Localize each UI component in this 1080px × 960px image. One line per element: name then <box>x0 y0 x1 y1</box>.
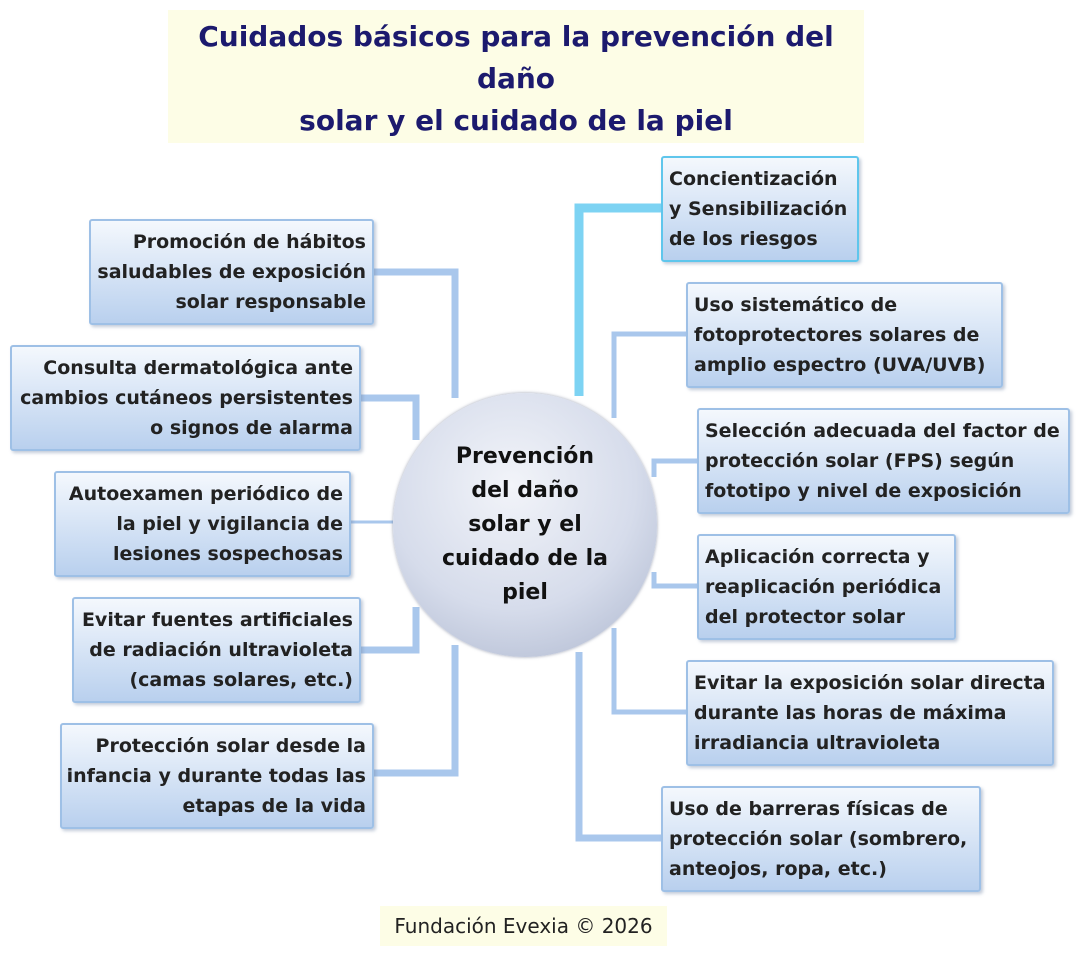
title-line-2: solar y el cuidado de la piel <box>299 104 733 137</box>
node-text-line: Protección solar desde la <box>95 735 366 757</box>
node-text-line: (camas solares, etc.) <box>129 669 353 691</box>
node-text-line: Consulta dermatológica ante <box>43 357 353 379</box>
connector-left-1 <box>374 272 455 398</box>
connector-right-2 <box>614 334 689 418</box>
node-barreras-fisicas <box>661 786 981 892</box>
central-topic-line: del daño <box>471 478 579 503</box>
node-fuentes-artificiales <box>72 597 361 703</box>
node-text-line: irradiancia ultravioleta <box>694 732 941 754</box>
node-concientizacion <box>661 156 859 262</box>
node-text-line: protección solar (sombrero, <box>669 828 968 850</box>
node-text-line: anteojos, ropa, etc.) <box>669 858 887 880</box>
node-text-line: saludables de exposición <box>97 261 366 283</box>
node-evitar-exposicion <box>686 660 1054 766</box>
connector-right-4 <box>654 572 698 586</box>
central-topic-line: Prevención <box>455 444 595 469</box>
connector-right-1 <box>579 208 663 396</box>
node-text-line: protección solar (FPS) según <box>705 450 1015 472</box>
footer-credit: Fundación Evexia © 2026 <box>380 906 667 946</box>
node-text-line: la piel y vigilancia de <box>116 513 343 535</box>
title-line-1: Cuidados básicos para la prevención del daño <box>198 20 834 95</box>
connector-right-5 <box>614 628 687 712</box>
central-topic <box>393 393 657 657</box>
node-text-line: Concientización <box>669 168 838 190</box>
node-text-line: etapas de la vida <box>182 795 366 817</box>
node-text-line: de los riesgos <box>669 228 818 250</box>
node-text-line: infancia y durante todas las <box>66 765 366 787</box>
node-habitos-saludables <box>89 219 374 325</box>
connector-right-6 <box>579 652 663 838</box>
node-text-line: fototipo y nivel de exposición <box>705 480 1022 502</box>
node-text-line: lesiones sospechosas <box>112 543 343 565</box>
node-aplicacion-correcta <box>697 534 956 640</box>
node-proteccion-infancia <box>60 723 374 829</box>
node-autoexamen <box>54 471 351 577</box>
node-text-line: solar responsable <box>175 291 366 313</box>
node-text-line: Uso de barreras físicas de <box>669 798 948 820</box>
node-seleccion-fps <box>697 408 1070 514</box>
node-text-line: Evitar fuentes artificiales <box>81 609 353 631</box>
central-topic-line: piel <box>502 580 548 605</box>
node-text-line: Promoción de hábitos <box>132 231 366 253</box>
node-fotoprotectores <box>686 282 1003 388</box>
connector-left-5 <box>374 645 455 773</box>
central-topic-line: solar y el <box>468 512 582 537</box>
node-text-line: Aplicación correcta y <box>705 546 930 568</box>
node-text-line: o signos de alarma <box>150 417 353 439</box>
node-text-line: de radiación ultravioleta <box>89 639 353 661</box>
node-text-line: fotoprotectores solares de <box>694 324 980 346</box>
node-text-line: del protector solar <box>705 606 906 628</box>
central-topic-line: cuidado de la <box>441 546 609 571</box>
node-text-line: amplio espectro (UVA/UVB) <box>694 354 986 376</box>
node-consulta-dermatologica <box>10 345 361 451</box>
node-text-line: Autoexamen periódico de <box>68 483 343 505</box>
node-text-line: Uso sistemático de <box>694 294 898 316</box>
node-text-line: Evitar la exposición solar directa <box>694 672 1046 694</box>
node-text-line: cambios cutáneos persistentes <box>20 387 353 409</box>
node-text-line: y Sensibilización <box>669 198 848 220</box>
node-text-line: Selección adecuada del factor de <box>705 420 1060 442</box>
node-text-line: reaplicación periódica <box>705 576 942 598</box>
node-text-line: durante las horas de máxima <box>694 702 1007 724</box>
connector-right-3 <box>654 461 698 477</box>
